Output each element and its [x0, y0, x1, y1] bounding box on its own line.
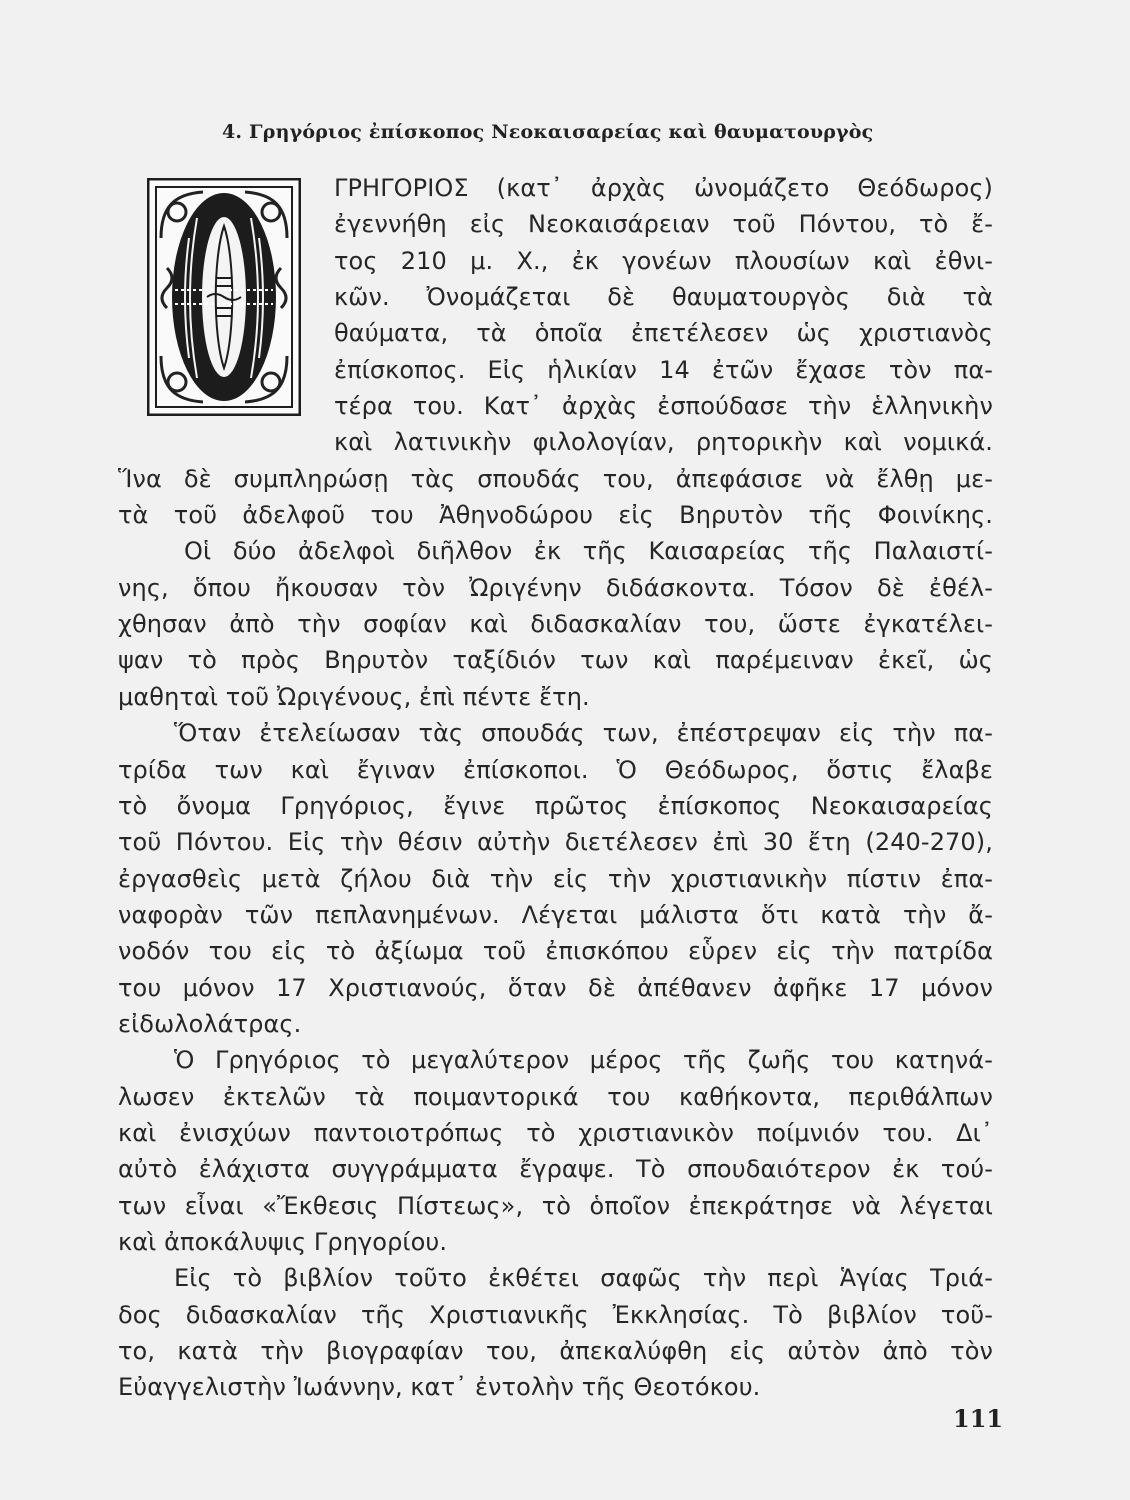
text-line: κῶν. Ὀνομάζεται δὲ θαυματουργὸς διὰ τὰ	[334, 283, 993, 312]
body-text	[118, 170, 993, 1406]
text-line: ναφορὰν τῶν πεπλανημένων. Λέγεται μάλιστα ὅτι κατὰ τὴν ἄ-	[118, 900, 993, 929]
text-line: τὸ ὄνομα Γρηγόριος, ἔγινε πρῶτος ἐπίσκοπος Νεοκαισαρείας	[118, 791, 993, 820]
chapter-heading: 4. Γρηγόριος ἐπίσκοπος Νεοκαισαρείας καὶ θαυματουργὸς	[222, 121, 874, 143]
text-line: τρίδα των καὶ ἔγιναν ἐπίσκοποι. Ὁ Θεόδωρος, ὅστις ἔλαβε	[118, 755, 993, 784]
text-line: Εἰς τὸ βιβλίον τοῦτο ἐκθέτει σαφῶς τὴν περὶ Ἁγίας Τριά-	[174, 1264, 993, 1293]
text-line: Ὁ Γρηγόριος τὸ μεγαλύτερον μέρος τῆς ζωῆς του κατηνά-	[174, 1046, 993, 1075]
text-line: αὐτὸ ἐλάχιστα συγγράμματα ἔγραψε. Τὸ σπουδαιότερον ἐκ τού-	[118, 1155, 993, 1184]
text-line: μαθηταὶ τοῦ Ὠριγένους, ἐπὶ πέντε ἔτη.	[118, 682, 590, 711]
text-line: των εἶναι «Ἔκθεσις Πίστεως», τὸ ὁποῖον ἐπεκράτησε νὰ λέγεται	[118, 1191, 993, 1220]
text-line: καὶ ἀποκάλυψις Γρηγορίου.	[118, 1227, 448, 1256]
text-line: νης, ὅπου ἤκουσαν τὸν Ὠριγένην διδάσκοντα. Τόσον δὲ ἐθέλ-	[118, 573, 993, 602]
text-line: τέρα του. Κατ᾽ ἀρχὰς ἐσπούδασε τὴν ἑλληνικὴν	[334, 392, 993, 421]
text-line: καὶ λατινικὴν φιλολογίαν, ρητορικὴν καὶ νομικά.	[334, 428, 993, 457]
text-line: ἐπίσκοπος. Εἰς ἡλικίαν 14 ἐτῶν ἔχασε τὸν πα-	[334, 355, 993, 384]
text-line: λωσεν ἐκτελῶν τὰ ποιμαντορικά του καθήκοντα, περιθάλπων	[118, 1082, 993, 1111]
text-line: Ὅταν ἐτελείωσαν τὰς σπουδάς των, ἐπέστρεψαν εἰς τὴν πα-	[174, 719, 993, 748]
text-line: Οἱ δύο ἀδελφοὶ διῆλθον ἐκ τῆς Καισαρείας τῆς Παλαιστί-	[184, 537, 993, 566]
text-line: ἐργασθεὶς μετὰ ζήλου διὰ τὴν εἰς τὴν χριστιανικὴν πίστιν ἐπα-	[118, 864, 993, 893]
text-line: τος 210 μ. Χ., ἐκ γονέων πλουσίων καὶ ἐθνι-	[334, 246, 993, 275]
text-line: εἰδωλολάτρας.	[118, 1009, 302, 1038]
text-line: Εὐαγγελιστὴν Ἰωάννην, κατ᾽ ἐντολὴν τῆς Θεοτόκου.	[118, 1373, 761, 1402]
text-line: τὰ τοῦ ἀδελφοῦ του Ἀθηνοδώρου εἰς Βηρυτὸν τῆς Φοινίκης.	[118, 501, 993, 530]
text-line: ΓΡΗΓΟΡΙΟΣ (κατ᾽ ἀρχὰς ὠνομάζετο Θεόδωρος)	[334, 174, 993, 202]
text-line: ἐγεννήθη εἰς Νεοκαισάρειαν τοῦ Πόντου, τὸ ἔ-	[334, 210, 993, 239]
page-number: 111	[953, 1404, 1004, 1433]
text-line: ψαν τὸ πρὸς Βηρυτὸν ταξίδιόν των καὶ παρέμειναν ἐκεῖ, ὡς	[118, 646, 993, 675]
text-line: νοδόν του εἰς τὸ ἀξίωμα τοῦ ἐπισκόπου εὗρεν εἰς τὴν πατρίδα	[118, 937, 993, 966]
text-line: Ἵνα δὲ συμπληρώσῃ τὰς σπουδάς του, ἀπεφάσισε νὰ ἔλθῃ με-	[118, 464, 993, 493]
text-line: καὶ ἐνισχύων παντοιοτρόπως τὸ χριστιανικὸν ποίμνιόν του. Δι᾽	[118, 1118, 993, 1147]
text-line: δος διδασκαλίαν τῆς Χριστιανικῆς Ἐκκλησίας. Τὸ βιβλίον τοῦ-	[118, 1300, 993, 1329]
text-line: θαύματα, τὰ ὁποῖα ἐπετέλεσεν ὡς χριστιανὸς	[334, 319, 993, 348]
text-line: του μόνον 17 Χριστιανούς, ὅταν δὲ ἀπέθανεν ἀφῆκε 17 μόνον	[118, 973, 993, 1002]
text-line: το, κατὰ τὴν βιογραφίαν του, ἀπεκαλύφθη εἰς αὐτὸν ἀπὸ τὸν	[118, 1337, 993, 1365]
text-line: χθησαν ἀπὸ τὴν σοφίαν καὶ διδασκαλίαν του, ὥστε ἐγκατέλει-	[118, 610, 993, 639]
text-line: τοῦ Πόντου. Εἰς τὴν θέσιν αὐτὴν διετέλεσεν ἐπὶ 30 ἔτη (240-270),	[118, 828, 993, 857]
